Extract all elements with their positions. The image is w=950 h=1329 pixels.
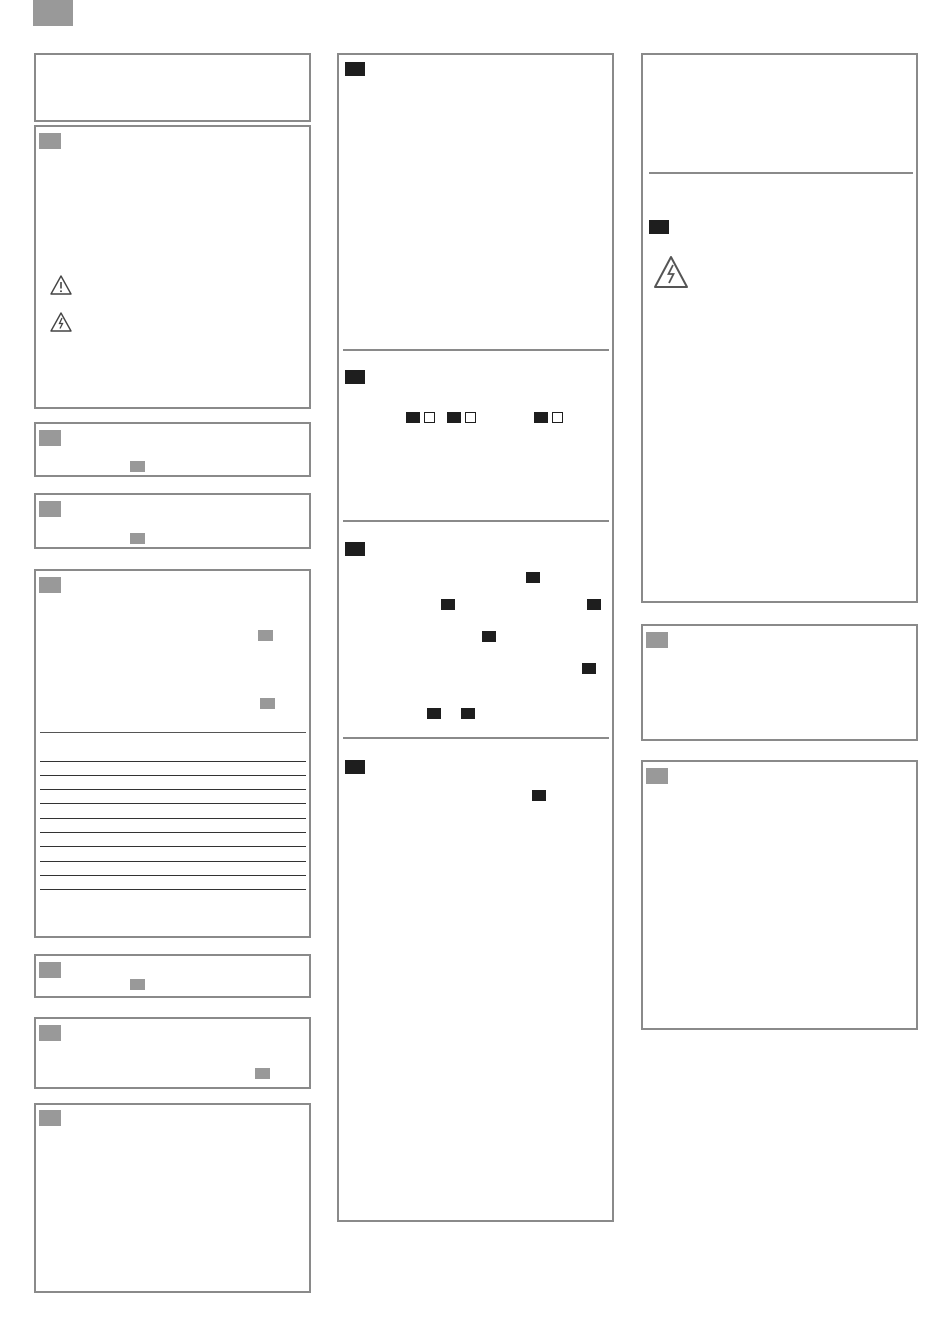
- left-box-2: [34, 125, 311, 409]
- reference-marker: [587, 599, 601, 610]
- reference-marker: [260, 698, 275, 709]
- table-row: [40, 846, 306, 847]
- right-box-2: [641, 624, 918, 741]
- table-row: [40, 789, 306, 790]
- table-row: [40, 775, 306, 776]
- reference-marker: [461, 708, 475, 719]
- section-marker: [345, 370, 365, 384]
- section-marker: [345, 542, 365, 556]
- step-marker: [534, 412, 548, 423]
- table-row: [40, 889, 306, 890]
- section-marker: [649, 220, 669, 234]
- reference-marker: [255, 1068, 270, 1079]
- left-box-5: [34, 569, 311, 938]
- step-box: [465, 412, 476, 423]
- section-marker: [39, 577, 61, 593]
- step-box: [424, 412, 435, 423]
- section-divider: [343, 349, 609, 351]
- left-box-8: [34, 1103, 311, 1293]
- right-box-3: [641, 760, 918, 1030]
- section-divider: [343, 520, 609, 522]
- table-row: [40, 861, 306, 862]
- table-row: [40, 803, 306, 804]
- reference-marker: [582, 663, 596, 674]
- section-marker: [39, 501, 61, 517]
- reference-marker: [482, 631, 496, 642]
- page-header-tab: [33, 0, 73, 26]
- left-box-6: [34, 954, 311, 998]
- step-marker: [406, 412, 420, 423]
- section-marker: [345, 760, 365, 774]
- section-marker: [39, 962, 61, 978]
- reference-marker: [130, 461, 145, 472]
- reference-marker: [427, 708, 441, 719]
- electrical-hazard-icon: [652, 254, 690, 290]
- table-row: [40, 875, 306, 876]
- reference-marker: [130, 979, 145, 990]
- table-row: [40, 818, 306, 819]
- section-divider: [649, 172, 913, 174]
- step-box: [552, 412, 563, 423]
- section-marker: [39, 1025, 61, 1041]
- section-marker: [646, 632, 668, 648]
- reference-marker: [441, 599, 455, 610]
- electrical-hazard-icon: [49, 311, 73, 333]
- reference-marker: [532, 790, 546, 801]
- section-marker: [39, 1110, 61, 1126]
- step-marker: [447, 412, 461, 423]
- section-divider: [343, 737, 609, 739]
- right-box-1: [641, 53, 918, 603]
- section-marker: [39, 430, 61, 446]
- table-row: [40, 761, 306, 762]
- section-marker: [646, 768, 668, 784]
- section-marker: [39, 133, 61, 149]
- warning-triangle-icon: [49, 274, 73, 296]
- table-row: [40, 832, 306, 833]
- reference-marker: [258, 630, 273, 641]
- middle-box: [337, 53, 614, 1222]
- left-box-7: [34, 1017, 311, 1089]
- reference-marker: [526, 572, 540, 583]
- left-box-3: [34, 422, 311, 477]
- left-box-1: [34, 53, 311, 122]
- table-header-rule: [40, 732, 306, 733]
- reference-marker: [130, 533, 145, 544]
- left-box-4: [34, 493, 311, 549]
- section-marker: [345, 62, 365, 76]
